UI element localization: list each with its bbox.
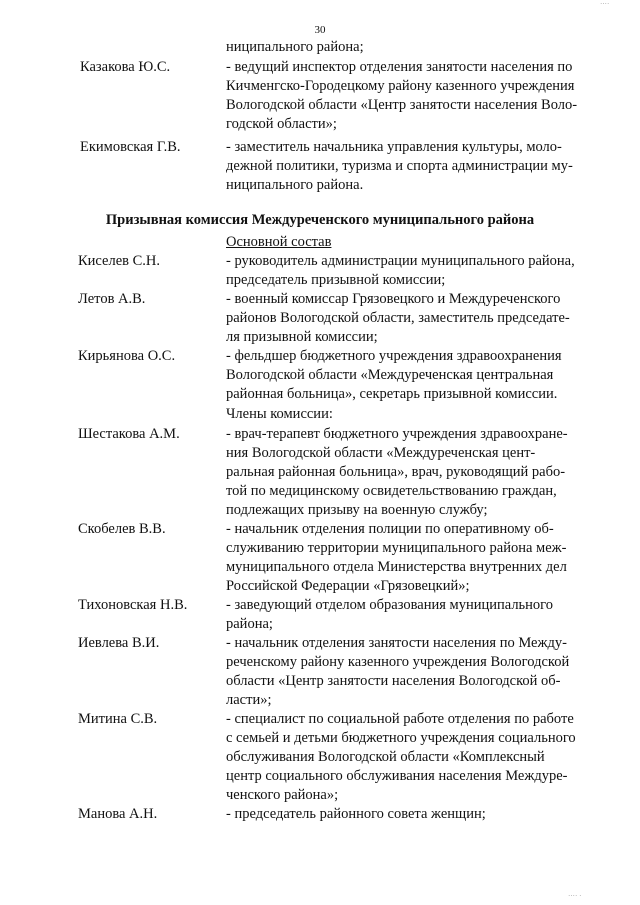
member-role-line: той по медицинскому освидетельствованию граждан, (226, 483, 557, 499)
member-role-line: района; (226, 616, 273, 632)
member-role-line: - специалист по социальной работе отделения по работе (226, 711, 574, 727)
member-name: Иевлева В.И. (78, 635, 160, 651)
member-role-line: ральная районная больница», врач, руководящий рабо- (226, 464, 566, 480)
member-role-line: ласти»; (226, 692, 272, 708)
member-role-line: - военный комиссар Грязовецкого и Междуреченского (226, 291, 561, 307)
member-role-line: - врач-терапевт бюджетного учреждения здравоохране- (226, 426, 568, 442)
page-number: 30 (314, 24, 326, 36)
member-name: Тихоновская Н.В. (78, 597, 188, 613)
member-role-line: реченскому району казенного учреждения Вологодской (226, 654, 570, 670)
member-role-line: с семьей и детьми бюджетного учреждения социального (226, 730, 576, 746)
member-role-line: председатель призывной комиссии; (226, 272, 446, 288)
member-name: Киселев С.Н. (78, 253, 161, 269)
member-role-line: - заведующий отделом образования муниципального (226, 597, 554, 613)
member-role-line: Вологодской области «Центр занятости населения Воло- (226, 97, 578, 113)
member-role-line: годской области»; (226, 116, 337, 132)
member-role-line: районов Вологодской области, заместитель председате- (226, 310, 570, 326)
member-role-line: области «Центр занятости населения Вологодской об- (226, 673, 561, 689)
member-role-line: ниципального района. (226, 177, 364, 193)
member-role-line: служиванию территории муниципального района меж- (226, 540, 567, 556)
member-role-line: - начальник отделения полиции по оперативному об- (226, 521, 554, 537)
member-role-line: - начальник отделения занятости населения по Между- (226, 635, 567, 651)
intro-line: ниципального района; (226, 39, 364, 55)
member-role-line: Российской Федерации «Грязовецкий»; (226, 578, 470, 594)
scan-mark-bottom: ···· · (568, 892, 582, 900)
member-name: Скобелев В.В. (78, 521, 166, 537)
member-name: Казакова Ю.С. (80, 59, 171, 75)
member-role-line: Вологодской области «Междуреченская центральная (226, 367, 554, 383)
member-role-line: муниципального отдела Министерства внутренних дел (226, 559, 567, 575)
member-role-line: - ведущий инспектор отделения занятости населения по (226, 59, 573, 75)
member-role-line: - руководитель администрации муниципального района, (226, 253, 575, 269)
member-role-line: - фельдшер бюджетного учреждения здравоохранения (226, 348, 562, 364)
member-name: Екимовская Г.В. (80, 139, 181, 155)
member-name: Митина С.В. (78, 711, 158, 727)
member-role-line: обслуживания Вологодской области «Комплексный (226, 749, 545, 765)
member-role-line: ченского района»; (226, 787, 339, 803)
member-role-line: подлежащих призыву на военную службу; (226, 502, 488, 518)
member-name: Манова А.Н. (78, 806, 158, 822)
members-label: Члены комиссии: (226, 406, 333, 422)
member-role-line: - председатель районного совета женщин; (226, 806, 486, 822)
member-role-line: районная больница», секретарь призывной комиссии. (226, 386, 558, 402)
member-role-line: Кичменгско-Городецкому району казенного учреждения (226, 78, 575, 94)
member-role-line: дежной политики, туризма и спорта администрации му- (226, 158, 573, 174)
member-role-line: ния Вологодской области «Междуреченская цент- (226, 445, 536, 461)
member-name: Летов А.В. (78, 291, 146, 307)
member-role-line: центр социального обслуживания населения Междуре- (226, 768, 568, 784)
main-composition-label: Основной состав (226, 234, 332, 250)
scan-mark-top: ···· (600, 0, 610, 8)
member-name: Шестакова А.М. (78, 426, 180, 442)
member-role-line: - заместитель начальника управления культуры, моло- (226, 139, 562, 155)
member-role-line: ля призывной комиссии; (226, 329, 378, 345)
member-name: Кирьянова О.С. (78, 348, 176, 364)
commission-heading: Призывная комиссия Междуреченского муниципального района (105, 212, 535, 228)
